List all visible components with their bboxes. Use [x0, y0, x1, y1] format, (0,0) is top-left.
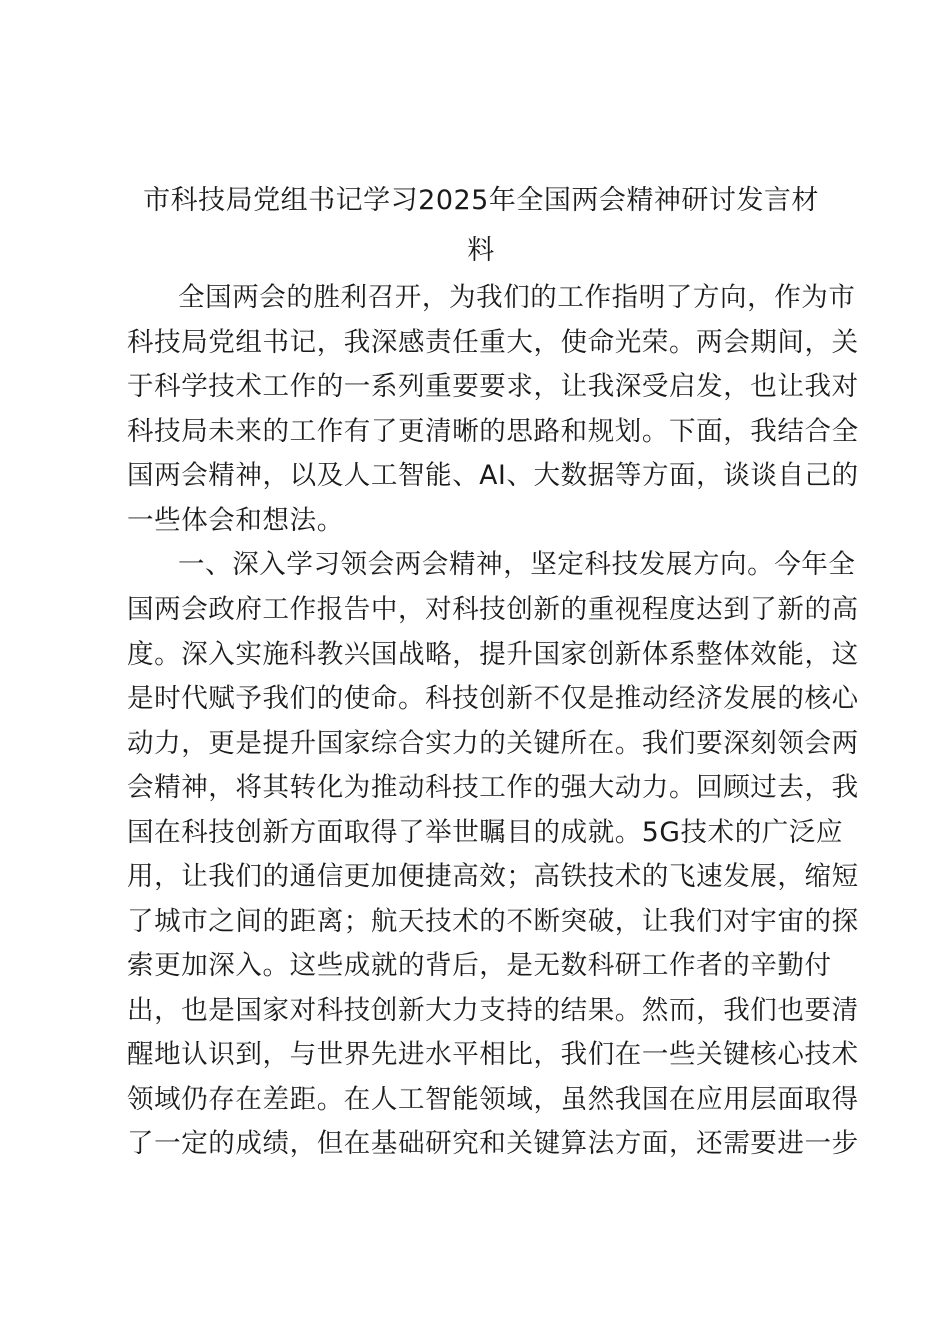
- paragraph-line: 出，也是国家对科技创新大力支持的结果。然而，我们也要清: [127, 995, 859, 1026]
- title-line-2: 料: [467, 235, 495, 266]
- title-line-1: 市科技局党组书记学习2025年全国两会精神研讨发言材: [143, 185, 819, 216]
- paragraph-line: 国两会政府工作报告中，对科技创新的重视程度达到了新的高: [127, 594, 859, 625]
- paragraph-line: 于科学技术工作的一系列重要要求，让我深受启发，也让我对: [127, 371, 859, 402]
- paragraph-line: 一、深入学习领会两会精神，坚定科技发展方向。今年全: [178, 549, 856, 580]
- paragraph-line: 科技局未来的工作有了更清晰的思路和规划。下面，我结合全: [127, 416, 859, 447]
- paragraph-line: 索更加深入。这些成就的背后，是无数科研工作者的辛勤付: [127, 950, 832, 981]
- paragraph-line: 会精神，将其转化为推动科技工作的强大动力。回顾过去，我: [127, 772, 859, 803]
- paragraph-line: 一些体会和想法。: [127, 505, 344, 536]
- paragraph-line: 国在科技创新方面取得了举世瞩目的成就。5G技术的广泛应: [127, 817, 844, 848]
- paragraph-line: 科技局党组书记，我深感责任重大，使命光荣。两会期间，关: [127, 327, 859, 358]
- paragraph-line: 了一定的成绩，但在基础研究和关键算法方面，还需要进一步: [127, 1128, 859, 1159]
- paragraph-line: 是时代赋予我们的使命。科技创新不仅是推动经济发展的核心: [127, 683, 859, 714]
- paragraph-line: 动力，更是提升国家综合实力的关键所在。我们要深刻领会两: [127, 728, 859, 759]
- paragraph-line: 全国两会的胜利召开，为我们的工作指明了方向，作为市: [178, 282, 856, 313]
- paragraph-line: 了城市之间的距离；航天技术的不断突破，让我们对宇宙的探: [127, 906, 859, 937]
- paragraph-line: 度。深入实施科教兴国战略，提升国家创新体系整体效能，这: [127, 639, 859, 670]
- document-title: [126, 176, 836, 276]
- paragraph-line: 用，让我们的通信更加便捷高效；高铁技术的飞速发展，缩短: [127, 861, 859, 892]
- paragraph-line: 领域仍存在差距。在人工智能领域，虽然我国在应用层面取得: [127, 1084, 859, 1115]
- paragraph-line: 国两会精神，以及人工智能、AI、大数据等方面，谈谈自己的: [127, 460, 859, 491]
- paragraph-line: 醒地认识到，与世界先进水平相比，我们在一些关键核心技术: [127, 1039, 859, 1070]
